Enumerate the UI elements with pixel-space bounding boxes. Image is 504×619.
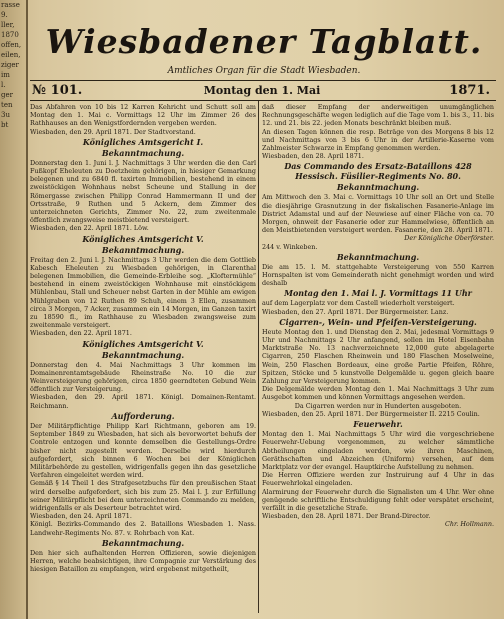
notice-heading: Bekanntmachung.: [101, 349, 185, 360]
gutter-text-fragment: ller,: [1, 21, 15, 29]
notice-heading: Bekanntmachung.: [101, 244, 185, 255]
gutter-text-fragment: l.: [1, 81, 6, 89]
notice-paragraph: daß dieser Empfang der anderweitigen unumgänglichen Rechnungsgeschäfte wegen lediglich auf die Tage vom 1. bis 3., 11. bis 12. und 21. bis 22. jeden Monats beschränkt bleiben muß.: [262, 103, 494, 128]
notice-paragraph: Das Abfahren von 10 bis 12 Karren Kehricht und Schutt soll am Montag den 1. Mai c. Vormittags 12 Uhr im Zimmer 26 des Rathhauses an den Wenigstfordernden vergeben werden.: [30, 103, 256, 128]
notice-paragraph: Der Königliche Oberförster.: [404, 234, 494, 243]
notice-heading: Aufforderung.: [111, 410, 175, 421]
masthead-title: Wiesbadener Tagblatt.: [45, 22, 483, 61]
notice-paragraph: Donnerstag den 1. Juni l. J. Nachmittags 3 Uhr werden die den Carl Fußkopf Eheleuten zu Doetzheim gehörigen, in hiesiger Gemarkung belegenen und zu 6840 fl. taxirten Immobilien, bestehend in einem zweistöckigen Wohnhaus nebst Scheune und Stallung in der Römergasse zwischen Philipp Conrad Hammermann II und der Ortsstraße, 9 Ruthen und 5 Ackern, dem Zimmer des unterzeichneten Gerichts, Zimmer No. 22, zum zweitenmale öffentlich zwangsweise meistbietend versteigert.: [30, 158, 256, 225]
gutter-text-fragment: rasse: [1, 1, 20, 9]
notice-paragraph: Wiesbaden, den 25. April 1871. Der Bürgermeister II. 2215 Coulin.: [262, 409, 480, 418]
gutter-text-fragment: 3u: [1, 111, 10, 119]
notice-paragraph: Den hier sich aufhaltenden Herren Offizieren, sowie diejenigen Herren, welche beabsichtigen, ihre Compagnie zur Verstärkung des hiesigen Bataillon zu empfangen, wird ergebenst mitgetheilt,: [30, 548, 256, 574]
gutter-text-fragment: ziger: [1, 61, 19, 69]
notice-paragraph: Die Herren Offiziere werden zur Instruirung auf 4 Uhr in das Feuerwehrlokal eingeladen.: [262, 471, 494, 488]
gutter-text-fragment: im: [1, 71, 10, 79]
notice-paragraph: Die am 15. l. M. stattgehabte Versteigerung von 550 Karren Hornspalten ist vom Gemeinderath nicht genehmigt worden und wird deshalb: [262, 262, 494, 288]
notice-paragraph: Montag den 1. Mai Nachmittags 5 Uhr wird die vorgeschriebene Feuerwehr-Uebung vorgenommen, zu welcher sämmtliche Abtheilungen eingeladen werden, wie ihren Maschinen, Geräthschaften und Abzeichen (Uniform) versehen, auf dem Marktplatz vor der evangel. Hauptkirche Aufstellung zu nehmen.: [262, 430, 494, 471]
column-divider: [258, 101, 259, 613]
notice-paragraph: Wiesbaden, den 27. April 1871. Der Bürgermeister. Lanz.: [262, 307, 449, 316]
notice-paragraph: Wiesbaden, den 28. April 1871. Der Brand-Director.: [262, 512, 431, 521]
notice-paragraph: Chr. Hollmann.: [444, 520, 494, 529]
notice-heading: Bekanntmachung.: [336, 182, 420, 193]
notice-heading: Bekanntmachung.: [101, 147, 185, 158]
notice-heading: Cigarren-, Wein- und Pfeifen-Versteigerung.: [279, 316, 477, 327]
dateline: [32, 83, 494, 99]
notice-paragraph: Die Delgemälde werden Montag den 1. Mai Nachmittags 3 Uhr zum Ausgebot kommen und können Vormittags angesehen werden.: [262, 385, 494, 402]
notice-heading: Bekanntmachung.: [101, 537, 185, 548]
notice-paragraph: Wiesbaden, den 28. April 1871.: [262, 152, 364, 161]
gutter-text-fragment: eilen,: [1, 51, 21, 59]
adjacent-page-gutter: [0, 0, 28, 619]
notice-paragraph: 244 v. Winkeben.: [262, 242, 318, 251]
notice-paragraph: Wiesbaden, den 29. April 1871. Königl. Domainen-Rentamt. Reichmann.: [30, 393, 256, 410]
notice-paragraph: Königl. Bezirks-Commando des 2. Bataillons Wiesbaden 1. Nass. Landwehr-Regiments No. 87. v. Rohrbach von Kat.: [30, 520, 256, 537]
gutter-text-fragment: bt: [1, 121, 9, 129]
left-column: [30, 103, 256, 613]
top-rule: [30, 80, 496, 81]
gutter-text-fragment: ger: [1, 91, 13, 99]
notice-paragraph: Der Militärpflichtige Philipp Karl Richtmann, geboren am 19. September 1849 zu Wiesbaden, hat sich als bevorwortet behufs der Controle entzogen und konnte demselben die Gestellungs-Ordre bisher nicht zugestellt werden. Derselbe wird hierdurch aufgefordert, sich binnen 6 Wochen bei der Königlichen Militärbehörde zu gestellen, widrigenfalls gegen ihn das gesetzliche Verfahren eingeleitet werden wird.: [30, 421, 256, 480]
notice-paragraph: Heute Montag den 1. und Dienstag den 2. Mai, jedesmal Vormittags 9 Uhr und Nachmittags 2 Uhr anfangend, sollen im Hotel Eisenbahn Marktstraße No. 13 nachverzeichnete 12,000 gute abgelagerte Cigarren, 250 Flaschen Rheinwein und 180 Flaschen Moselweine, Wein, 250 Flaschen Bordeaux, eine große Partie Pfeifen, Röhre, Spitzen, Stöcke und 5 kunstvolle Delgemälde u. gegen gleich baare Zahlung zur Versteigerung kommen.: [262, 327, 494, 386]
notice-heading: Königliches Amtsgericht V.: [82, 338, 204, 349]
notice-heading: Königliches Amtsgericht I.: [82, 136, 204, 147]
notice-paragraph: Alarmirung der Feuerwehr durch die Signalisten um 4 Uhr. Wer ohne genügende schriftliche Entschuldigung fehlt oder verspätet erscheint, verfällt in die gesetzliche Strafe.: [262, 487, 494, 512]
notice-paragraph: Am Mittwoch den 3. Mai c. Vormittags 10 Uhr soll an Ort und Stelle die diesjährige Grasnutzung in der fiskalischen Fasanerie-Anlage im District Adamstal und auf der Neuwiese auf einer Fläche von ca. 70 Morgen, ohnweit der Fasanerie oder zur Hammelwiese, öffentlich an den Meistbietenden versteigert werden. Fasanerie, den 28. April 1871.: [262, 193, 494, 235]
notice-paragraph: Wiesbaden, den 29. April 1871. Der Stadtvorstand.: [30, 127, 196, 136]
issue-date: Montag den 1. Mai: [203, 84, 321, 97]
notice-paragraph: Gemäß § 14 Theil 1 des Strafgesetzbuchs für den preußischen Staat wird derselbe aufgefordert, sich bis zum 25. Mai l. J. zur Erfüllung seiner Militärpflicht bei dem unterzeichneten Commando zu melden, widrigenfalls er als Deserteur betrachtet wird.: [30, 479, 256, 512]
issue-year: 1871.: [449, 83, 490, 98]
gutter-text-fragment: 9.: [1, 11, 8, 19]
notice-paragraph: Wiesbaden, den 22. April 1871.: [30, 329, 132, 338]
notice-heading: Montag den 1. Mai l. J. Vormittags 11 Uhr: [284, 288, 472, 299]
notice-paragraph: Donnerstag den 4. Mai Nachmittags 3 Uhr kommen im Domainenrentamtsgebäude Rheinstraße No. 10 die zur Weinversteigerung gehörigen, circa 1850 geerndteten Gebund Wein öffentlich zur Versteigerung.: [30, 360, 256, 394]
dateline-rule: [30, 100, 496, 101]
gutter-text-fragment: ten: [1, 101, 13, 109]
notice-heading: Das Commando des Ersatz-Bataillons 428 Hessisch. Füsilier-Regiments No. 80.: [284, 161, 472, 182]
notice-heading: Feuerwehr.: [353, 419, 403, 430]
notice-heading: Königliches Amtsgericht V.: [82, 233, 204, 244]
masthead-subtitle: Amtliches Organ für die Stadt Wiesbaden.: [167, 66, 361, 76]
notice-paragraph: Da Cigarren werden nur in Hunderten ausgeboten.: [294, 401, 462, 410]
gutter-text-fragment: 1870: [1, 31, 19, 39]
notice-heading: Bekanntmachung.: [336, 251, 420, 262]
gutter-text-fragment: offen,: [1, 41, 22, 49]
notice-paragraph: Freitag den 2. Juni l. J. Nachmittags 3 Uhr werden die dem Gottlieb Kabesch Eheleuten zu Wiesbaden gehörigen, in Clarenthal belegenen Immobilien, die Gemeinde-Erbleihe sog. „Kloftermühle“ bestehend in einem zweistöckigen Wohnhause mit einstöckigem Mühlenbau, Stall und Scheuer nebst Garten in der Mühle am ewigen Mühlgraben von 12 Ruthen 89 Schuh, einem 3 Ellen, zusammen circa 3 Morgen, 7 Acker, zusammen ein 14 Morgen, im Ganzen taxirt zu 18590 fl., im Rathhause zu Wiesbaden zwangsweise zum zweitenmale versteigert.: [30, 255, 256, 330]
notice-paragraph: auf dem Lagerplatz vor dem Castell wiederholt versteigert.: [262, 299, 455, 308]
right-column: [262, 103, 494, 613]
notice-paragraph: An diesen Tagen können die resp. Beträge von des Morgens 8 bis 12 und Nachmittags von 3 bis 6 Uhr in der Artillerie-Kaserne vom Zahlmeister Schwarze in Empfang genommen werden.: [262, 127, 494, 153]
issue-number: № 101.: [32, 83, 83, 98]
notice-paragraph: Wiesbaden, den 22. April 1871. Löw.: [30, 224, 149, 233]
notice-paragraph: Wiesbaden, den 24. April 1871.: [30, 512, 132, 521]
